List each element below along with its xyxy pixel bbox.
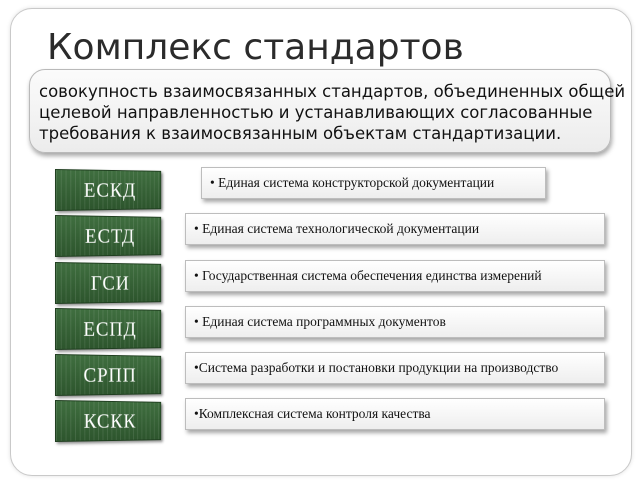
standard-name-box bbox=[201, 167, 546, 199]
slide bbox=[10, 8, 632, 476]
standard-name-box bbox=[185, 306, 605, 338]
standard-code: КСКК bbox=[83, 408, 137, 433]
standard-name: • Единая система конструкторской документации bbox=[210, 175, 495, 190]
definition-text: совокупность взаимосвязанных стандартов, объединенных общей целевой направленностью и устанавливающих согласованные требования к взаимосвязанным объектам стандартизации. bbox=[39, 82, 626, 143]
standard-code: ЕСПД bbox=[83, 316, 137, 341]
standard-name-box bbox=[185, 398, 605, 430]
standard-name: •Комплексная система контроля качества bbox=[194, 406, 431, 421]
standard-code: ЕСТД bbox=[84, 223, 136, 248]
standard-code: ЕСКД bbox=[83, 177, 137, 202]
standard-code-box bbox=[55, 262, 161, 304]
standard-code: ГСИ bbox=[90, 270, 130, 295]
standard-name: •Система разработки и постановки продукции на производство bbox=[194, 360, 559, 375]
standard-code-box bbox=[55, 308, 161, 350]
standard-code-box bbox=[55, 400, 161, 442]
slide-title: Комплекс стандартов bbox=[47, 27, 464, 68]
standard-name-box bbox=[185, 352, 605, 384]
standard-code: СРПП bbox=[83, 362, 137, 387]
standard-code-box bbox=[55, 215, 161, 257]
standard-name: • Единая система технологической документации bbox=[194, 221, 480, 236]
standard-name-box bbox=[185, 213, 605, 245]
standard-code-box bbox=[55, 354, 161, 396]
standard-name-box bbox=[185, 260, 605, 292]
standard-code-box bbox=[55, 169, 161, 211]
standard-name: • Единая система программных документов bbox=[194, 314, 446, 329]
standard-name: • Государственная система обеспечения единства измерений bbox=[194, 268, 542, 283]
